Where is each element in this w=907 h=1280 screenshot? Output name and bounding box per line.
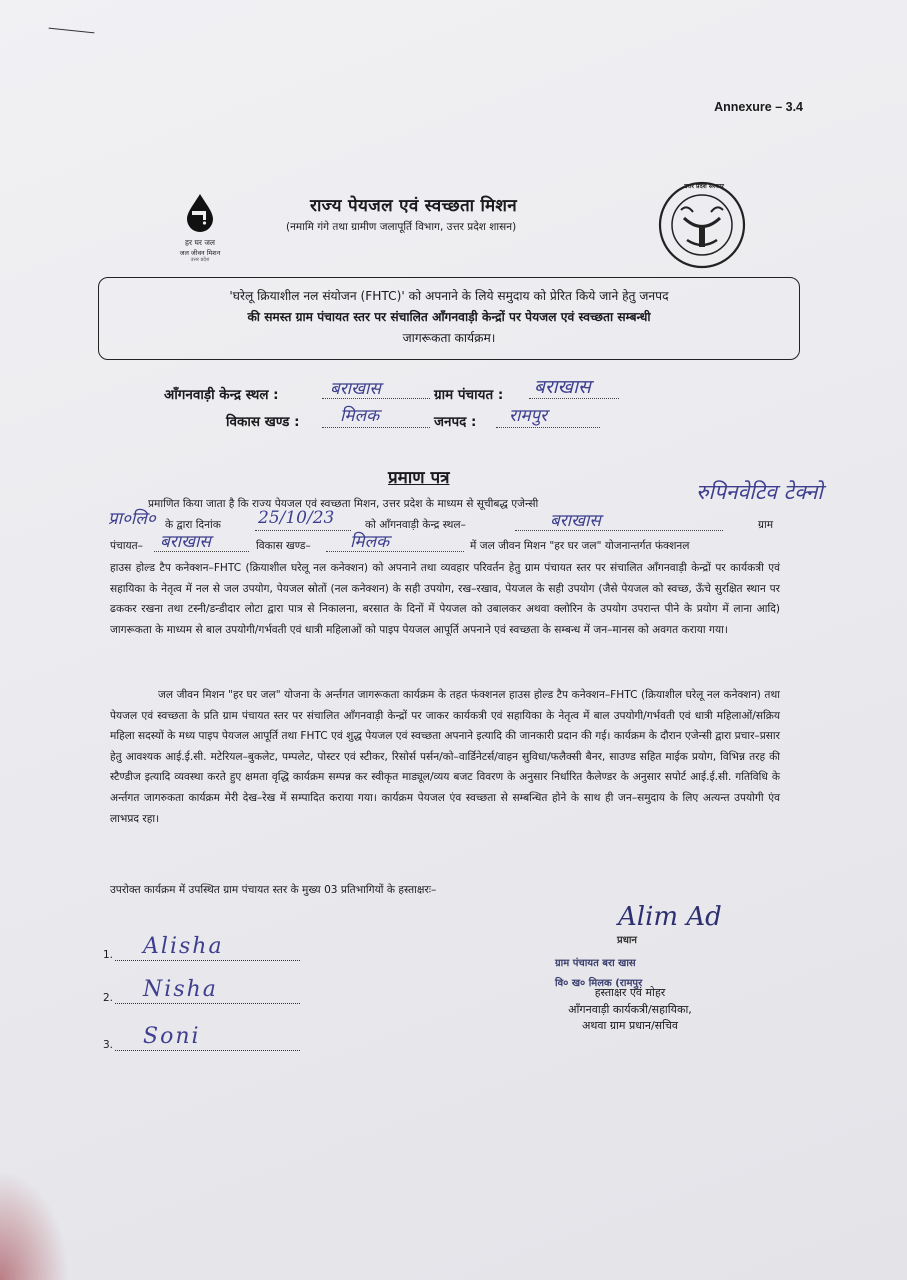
logo-caption-2: जल जीवन मिशन [179, 249, 221, 257]
anganwadi-value: बराखास [330, 379, 381, 399]
seal-text: उत्तर प्रदेश सरकार [684, 183, 724, 190]
cert-line-3a: पंचायत– [110, 540, 143, 552]
banner-line-3: जागरूकता कार्यक्रम। [402, 331, 496, 345]
corner-shadow [0, 1170, 70, 1280]
cert-line-1 [148, 497, 538, 511]
har-ghar-jal-logo [165, 192, 235, 263]
site-line [515, 514, 723, 531]
janpad-value: रामपुर [509, 406, 548, 426]
participant-3 [103, 1024, 300, 1051]
janpad-label: जनपद : [434, 414, 477, 430]
signoff-line-3: अथवा ग्राम प्रधान/सचिव [581, 1019, 679, 1032]
participant-2-line [115, 977, 300, 1004]
pradhan-stamp-label: प्रधान [617, 935, 637, 946]
participant-2-number: 2. [103, 992, 114, 1004]
cert-paragraph-2: जल जीवन मिशन "हर घर जल" योजना के अर्न्तगत जागरूकता कार्यक्रम के तहत फंक्शनल हाउस होल्ड टैप कनेक्शन–FHTC (क्रियाशील घरेलू नल कनेक्शन) तथा पेयजल एवं स्वच्छता के प्रति ग्राम पंचायत स्तर पर संचालित आँगनवाड़ी केन्द्रों पर जाकर कार्यकत्री एवं सहायिका के नेतृत्व में बाल उपयोगी/गर्भवती एवं धात्री महिलाओं/सक्रिय महिला सदस्यों के मध्य पाइप पेयजल आपूर्ति तथा FHTC एवं शुद्ध पेयजल एवं स्वच्छता अपनाने इत्यादि की जानकारी प्रदान की गई। कार्यक्रम के दौरान एजेन्सी द्वारा प्रचार–प्रसार हेतु आवश्यक आई.ई.सी. मटेरियल–बुकलेट, पम्पलेट, पोस्टर एवं स्टीकर, रिसोर्स पर्सन/को–वार्डिनेटर्स/वाहन सुविधा/फलैक्सी बैनर, साउण्ड सहित माईक प्रयोग, विभिन्न तरह की स्टैण्डीज इत्यादि व्यवस्था करते हुए क्षमता वृद्धि कार्यक्रम सम्पन्न कर स्वीकृत माड्यूल/व्यय बजट विवरण के अनुसार निर्धारित कैलेण्डर के अनुसार सपोर्ट आई.ई.सी. गतिविधि के अर्न्तगत जागरुकता कार्यक्रम मेरी देख–रेख में सम्पादित कराया गया। कार्यक्रम पेयजल एंव स्वच्छता से सम्बन्धित होने के साथ ही जन–समुदाय के लिए अत्यन्त उपयोगी एंव लाभप्रद रहा। [110, 689, 780, 825]
anganwadi-label: आँगनवाड़ी केन्द्र स्थल : [164, 387, 279, 403]
vikas-khand-label: विकास खण्ड : [226, 414, 300, 430]
uttar-pradesh-government-seal-icon [657, 180, 747, 270]
cert-paragraph-1: हाउस होल्ड टैप कनेक्शन–FHTC (क्रियाशील घरेलू नल कनेक्शन) को अपनाने तथा व्यवहार परिवर्तन हेतु ग्राम पंचायत स्तर पर संचालित आँगनवाड़ी केन्द्रों पर कार्यकत्री एवं सहायिका के नेतृत्व में नल से जल उपयोग, पेयजल स्रोतों (नल कनेक्शन) के सही उपयोग, रख–रखाव, पेयजल के सही उपयोग (जैसे पेयजल को स्वच्छ, ऊँचे सुरक्षित स्थान पर ढककर रखना तथा टस्नी/डन्डीदार लोटा द्वारा पात्र से निकालना, बरसात के दिनों में पेयजल को उबालकर अथवा क्लोरिन के उपयोग उपरान्त पीने के प्रयोग में लाना आदि) जागरूकता के माध्यम से बाल उपयोगी/गर्भवती एवं धात्री महिलाओं को पाइप पेयजल आपूर्ति अपनाने एवं स्वच्छता के सम्बन्ध में जन–मानस को अवगत कराया गया। [110, 562, 780, 636]
logo-caption-1: हर घर जल [185, 238, 215, 247]
participant-3-line [115, 1024, 300, 1051]
date-handwritten: 25/10/23 [258, 508, 335, 528]
logo-caption-3: उत्तर प्रदेश [190, 257, 210, 263]
panchayat-stamp [555, 955, 642, 989]
har-ghar-jal-logo-icon [183, 192, 217, 232]
certificate-heading: प्रमाण पत्र [388, 468, 450, 488]
banner-line-1: 'घरेलू क्रियाशील नल संयोजन (FHTC)' को अपनाने के लिये समुदाय को प्रेरित किये जाने हेतु जनपद [229, 289, 669, 303]
site-handwritten: बराखास [550, 511, 601, 531]
cert-line-1-text: प्रमाणित किया जाता है कि राज्य पेयजल एवं स्वच्छता मिशन, उत्तर प्रदेश के माध्यम से सूचीबद्ध एजेन्सी [148, 498, 539, 510]
cert-line-3b: विकास खण्ड– [256, 540, 311, 552]
stamp-line-2: वि० ख० मिलक (रामपुर [555, 978, 643, 989]
agency-suffix-handwritten: प्रा०लि० [108, 509, 156, 529]
program-banner [98, 277, 800, 360]
cert-line-2c: ग्राम [758, 519, 774, 531]
annexure-label: Annexure – 3.4 [714, 100, 803, 114]
gram-panchayat-value: बराखास [534, 376, 591, 398]
cert-line-2b: को आँगनवाड़ी केन्द्र स्थल– [365, 519, 466, 531]
participant-1-line [115, 934, 300, 961]
participant-1 [103, 934, 300, 961]
gram-panchayat-label: ग्राम पंचायत : [434, 387, 504, 403]
signoff-line-2: आँगनवाड़ी कार्यकत्री/सहायिका, [568, 1002, 692, 1016]
participants-intro: उपरोक्त कार्यक्रम में उपस्थित ग्राम पंचायत स्तर के मुख्य 03 प्रतिभागियों के हस्ताक्षरः– [110, 884, 437, 896]
participant-1-signature: Alisha [143, 934, 224, 959]
participant-3-number: 3. [103, 1039, 114, 1051]
pen-mark [48, 28, 95, 44]
mission-title: राज्य पेयजल एवं स्वच्छता मिशन [310, 196, 518, 216]
signoff-line-1: हस्ताक्षर एवं मोहर [594, 986, 666, 999]
cert-line-3c: में जल जीवन मिशन "हर घर जल" योजनान्तर्गत फंक्शनल [470, 540, 690, 552]
vikas-khand-value: मिलक [340, 406, 380, 426]
agency-name-handwritten: रुपिनवेटिव टेक्नो [696, 480, 823, 504]
signoff-block [540, 985, 720, 1035]
vk-handwritten: मिलक [350, 532, 390, 552]
participant-3-signature: Soni [143, 1024, 201, 1049]
participant-1-number: 1. [103, 949, 114, 961]
mission-subtitle: (नमामि गंगे तथा ग्रामीण जलापूर्ति विभाग, उत्तर प्रदेश शासन) [286, 221, 517, 233]
banner-line-2: की समस्त ग्राम पंचायत स्तर पर संचालित आँगनवाड़ी केन्द्रों पर पेयजल एवं स्वच्छता सम्बन्धी [247, 310, 651, 324]
pradhan-signature: Alim Ad [618, 902, 722, 932]
gp-handwritten: बराखास [160, 532, 211, 552]
vk-line [326, 535, 464, 552]
participant-2-signature: Nisha [143, 977, 218, 1002]
stamp-line-1: ग्राम पंचायत बरा खास [555, 958, 636, 969]
cert-line-2a: के द्वारा दिनांक [165, 519, 221, 531]
participant-2 [103, 977, 300, 1004]
